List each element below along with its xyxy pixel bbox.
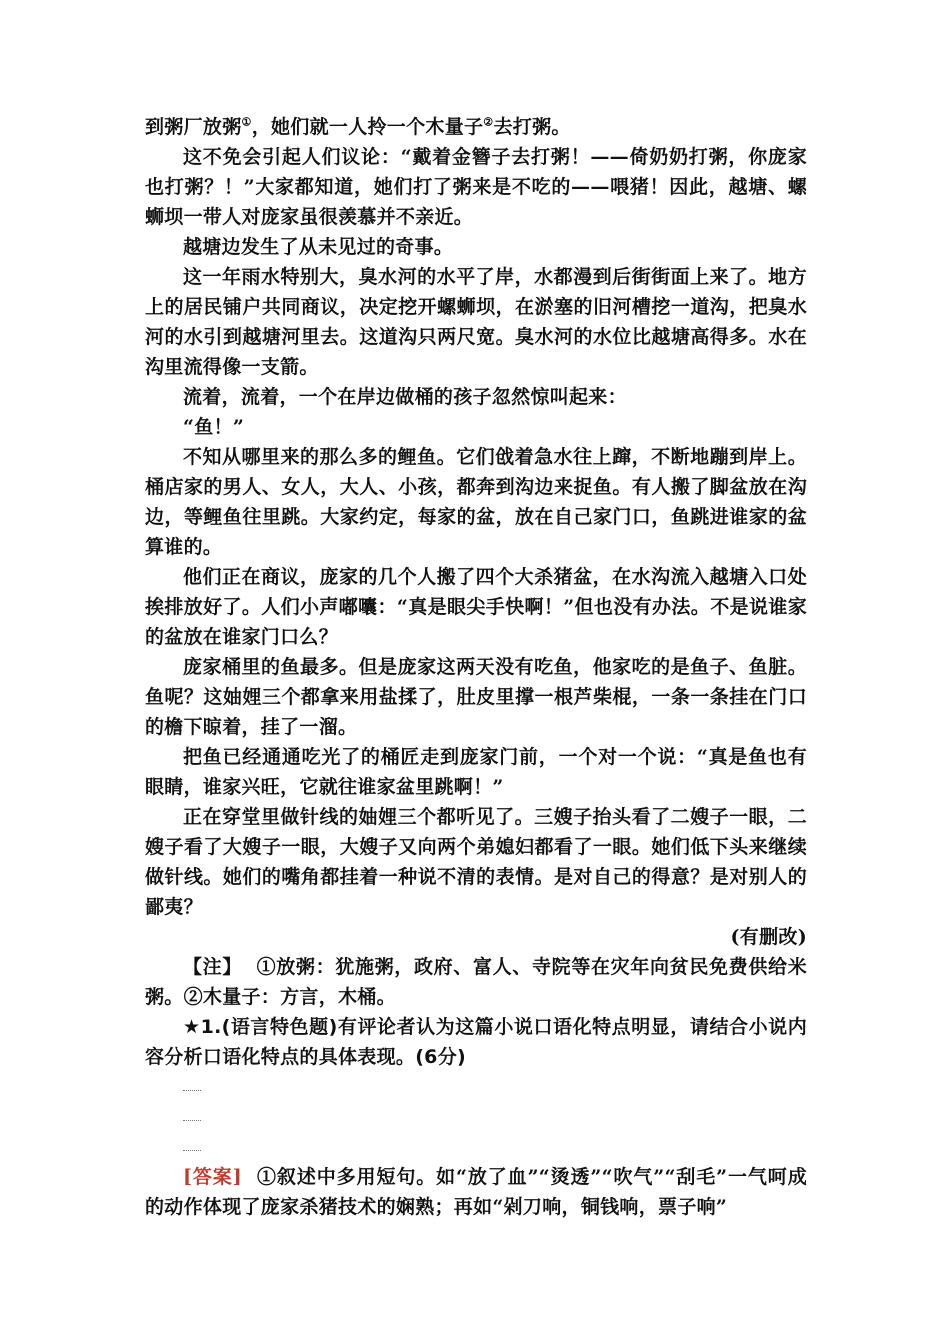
answer-blank-line (183, 1102, 807, 1132)
footnote (145, 952, 807, 1012)
question-1: ★1.(语言特色题)有评论者认为这篇小说口语化特点明显，请结合小说内容分析口语化特点的具体表现。(6分) (145, 1016, 807, 1068)
text-segment: ，她们就一人拎一个木量子 (251, 116, 484, 138)
paragraph-1 (145, 112, 807, 142)
paragraph-4: 这一年雨水特别大，臭水河的水平了岸，水都漫到后街街面上来了。地方上的居民铺户共同商议，决定挖开螺蛳坝，在淤塞的旧河槽挖一道沟，把臭水河的水引到越塘河里去。这道沟只两尺宽。臭水河的水位比越塘高得多。水在沟里流得像一支箭。 (145, 266, 807, 378)
paragraph-8: 他们正在商议，庞家的几个人搬了四个大杀猪盆，在水沟流入越塘入口处挨排放好了。人们小声嘟囔：“真是眼尖手快啊！”但也没有办法。不是说谁家的盆放在谁家门口么？ (145, 566, 807, 648)
answer-blank-line (183, 1132, 807, 1162)
paragraph-9: 庞家桶里的鱼最多。但是庞家这两天没有吃鱼，他家吃的是鱼子、鱼脏。鱼呢？这妯娌三个都拿来用盐揉了，肚皮里撑一根芦柴棍，一条一条挂在门口的檐下晾着，挂了一溜。 (145, 656, 807, 738)
document-page (145, 112, 807, 1222)
footnote-marker: ② (483, 115, 494, 129)
paragraph-10: 把鱼已经通通吃光了的桶匠走到庞家门前，一个对一个说：“真是鱼也有眼睛，谁家兴旺，它就往谁家盆里跳啊！” (145, 746, 807, 798)
answer-blank-line (183, 1072, 807, 1102)
paragraph-7: 不知从哪里来的那么多的鲤鱼。它们戗着急水往上蹿，不断地蹦到岸上。桶店家的男人、女人，大人、小孩，都奔到沟边来捉鱼。有人搬了脚盆放在沟边，等鲤鱼往里跳。大家约定，每家的盆，放在自己家门口，鱼跳进谁家的盆算谁的。 (145, 446, 807, 558)
answer-tag: [答案] (183, 1166, 242, 1188)
answer-paragraph (145, 1162, 807, 1222)
paragraph-2: 这不免会引起人们议论：“戴着金簪子去打粥！——倚奶奶打粥，你庞家也打粥？！”大家都知道，她们打了粥来是不吃的——喂猪！因此，越塘、螺蛳坝一带人对庞家虽很羡慕并不亲近。 (145, 146, 807, 228)
paragraph-11: 正在穿堂里做针线的妯娌三个都听见了。三嫂子抬头看了二嫂子一眼，二嫂子看了大嫂子一眼，大嫂子又向两个弟媳妇都看了一眼。她们低下头来继续做针线。她们的嘴角都挂着一种说不清的表情。是对自己的得意？是对别人的鄙夷？ (145, 806, 807, 918)
footnote-marker: ① (241, 115, 252, 129)
paragraph-3: 越塘边发生了从未见过的奇事。 (183, 236, 454, 258)
source-note: (有删改) (730, 926, 807, 948)
answer-text: ①叙述中多用短句。如“放了血”“烫透”“吹气”“刮毛”一气呵成的动作体现了庞家杀猪技术的娴熟；再如“剁刀响，铜钱响，票子响” (145, 1166, 807, 1218)
note-text: ①放粥：犹施粥，政府、富人、寺院等在灾年向贫民免费供给米粥。②木量子：方言，木桶。 (145, 956, 807, 1008)
note-tag: 【注】 (183, 956, 243, 978)
paragraph-5: 流着，流着，一个在岸边做桶的孩子忽然惊叫起来： (183, 386, 627, 408)
text-segment: 到粥厂放粥 (145, 116, 242, 138)
text-segment: 去打粥。 (493, 116, 571, 138)
paragraph-6: “鱼！” (183, 416, 245, 438)
